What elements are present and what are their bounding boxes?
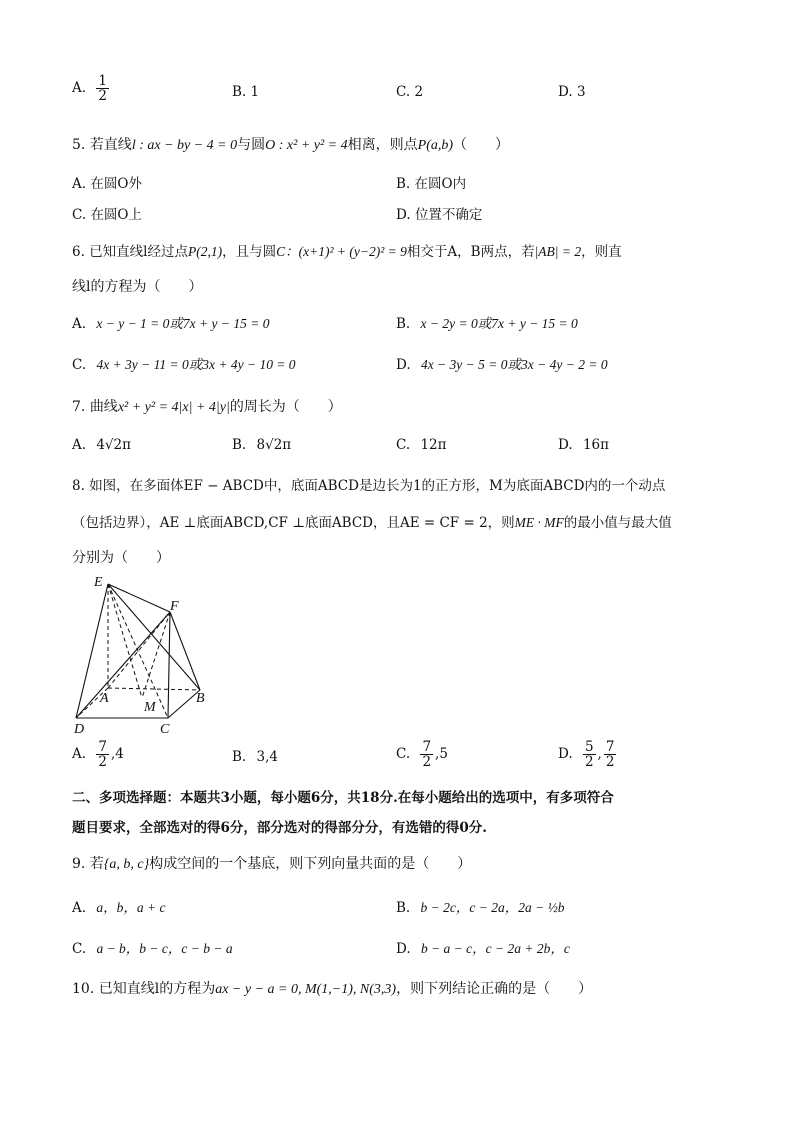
option-text: 2 — [414, 84, 424, 100]
label-D: D — [74, 722, 85, 737]
edge-EF — [108, 584, 170, 612]
stem-text: 相离，则点 — [347, 137, 418, 153]
option-label: C. — [72, 357, 87, 373]
option-text: 12π — [420, 437, 447, 453]
q6-stem — [72, 240, 622, 260]
stem-text: 相交于A，B两点，若 — [406, 244, 535, 260]
label-M: M — [144, 700, 156, 715]
edge-DF — [76, 612, 170, 718]
q8-option-a — [72, 740, 124, 769]
q9-option-d — [396, 937, 570, 957]
stem-text: 构成空间的一个基底，则下列向量共面的是（ ） — [149, 856, 472, 872]
option-label: D. — [558, 84, 573, 100]
fraction — [604, 740, 617, 769]
fraction — [96, 74, 109, 103]
stem-text: 分别为（ ） — [72, 550, 170, 566]
q8-option-c — [396, 740, 448, 769]
option-text: a − b，b − c，c − b − a — [96, 941, 233, 956]
q9-option-c — [72, 937, 233, 957]
fraction-denominator: 2 — [98, 754, 107, 771]
q9-option-b — [396, 896, 564, 916]
option-text: 在圆O上 — [90, 207, 143, 223]
q6-option-d — [396, 353, 608, 373]
q9-stem — [72, 853, 471, 873]
q7-option-d — [558, 437, 609, 453]
stem-text: ，则下列结论正确的是（ ） — [396, 981, 593, 997]
option-text: 8√2π — [256, 437, 292, 453]
q4-option-b — [232, 84, 259, 100]
option-label: A. — [72, 746, 87, 763]
option-suffix: ,4 — [110, 746, 124, 763]
q5-stem — [72, 134, 509, 154]
math-vector-set: {a, b, c} — [103, 857, 150, 872]
edge-AF — [108, 612, 170, 688]
option-text: 16π — [582, 437, 609, 453]
question-number: 10. — [72, 981, 95, 997]
edge-EC — [108, 584, 168, 718]
q6-option-a — [72, 312, 269, 332]
fraction-denominator: 2 — [584, 754, 594, 771]
option-label: A. — [72, 176, 87, 192]
fraction-denominator: 2 — [98, 88, 107, 105]
math-circle-equation: C：(x+1)² + (y−2)² = 9 — [276, 244, 407, 259]
q6-stem-line2 — [72, 276, 202, 296]
question-number: 9. — [72, 856, 86, 872]
option-label: D. — [558, 437, 573, 453]
q6-option-b — [396, 312, 578, 332]
label-E: E — [94, 575, 103, 590]
section-text: 二、多项选择题：本题共3小题，每小题6分，共18分.在每小题给出的选项中，有多项符合 — [72, 790, 614, 806]
q8-stem-line2 — [72, 511, 672, 531]
section-text: 题目要求，全部选对的得6分，部分选对的得部分分，有选错的得0分. — [72, 820, 487, 836]
label-B: B — [196, 691, 205, 706]
option-label: B. — [232, 84, 247, 100]
option-label: D. — [396, 357, 411, 373]
q7-option-a — [72, 437, 131, 453]
edge-FC — [168, 612, 170, 718]
stem-text: 曲线 — [89, 399, 118, 415]
option-label: B. — [396, 900, 411, 916]
q8-stem-line3 — [72, 547, 170, 567]
stem-text: （ ） — [453, 137, 510, 153]
fraction — [96, 740, 109, 769]
stem-text: 的最小值与最大值 — [563, 515, 672, 531]
question-number: 7. — [72, 399, 86, 415]
stem-text: 线l的方程为（ ） — [72, 279, 203, 295]
q5-option-c — [72, 203, 142, 223]
q9-option-a — [72, 896, 165, 916]
question-number: 8. — [72, 478, 85, 494]
q8-stem-line1 — [72, 474, 665, 494]
option-label: D. — [396, 941, 411, 957]
option-text: 1 — [250, 84, 260, 100]
q8-option-b — [232, 749, 278, 765]
option-text: 3,4 — [256, 749, 278, 765]
fraction-numerator: 7 — [98, 739, 107, 755]
option-label: C. — [396, 746, 411, 763]
option-text: 4x − 3y − 5 = 0或3x − 4y − 2 = 0 — [420, 357, 608, 372]
option-label: C. — [72, 941, 87, 957]
q6-option-c — [72, 353, 296, 373]
math-dot-product: ME · MF — [514, 515, 564, 530]
label-A: A — [100, 691, 109, 706]
option-label: A. — [72, 80, 87, 97]
edge-FB — [170, 612, 200, 690]
q7-option-b — [232, 437, 291, 453]
edge-AB — [108, 688, 200, 690]
q4-option-c — [396, 84, 423, 100]
option-label: C. — [396, 437, 411, 453]
math-line-equation: l : ax − by − 4 = 0 — [131, 138, 238, 153]
stem-text: 若直线 — [89, 137, 132, 153]
stem-text: 与圆 — [237, 137, 266, 153]
q7-stem — [72, 396, 342, 416]
option-text: x − 2y = 0或7x + y − 15 = 0 — [420, 316, 578, 331]
fraction-numerator: 7 — [422, 739, 432, 755]
option-text: b − a − c，c − 2a + 2b，c — [420, 941, 570, 956]
option-text: 位置不确定 — [414, 207, 483, 223]
stem-text: （包括边界），AE ⊥底面ABCD,CF ⊥底面ABCD，且AE = CF = 2，则 — [72, 515, 515, 531]
math-curve-equation: x² + y² = 4|x| + 4|y| — [117, 400, 230, 415]
stem-text: 若 — [89, 856, 104, 872]
question-number: 6. — [72, 244, 85, 260]
option-label: D. — [396, 207, 411, 223]
q8-option-d — [558, 740, 618, 769]
label-F: F — [170, 599, 179, 614]
option-label: B. — [232, 437, 247, 453]
fraction — [420, 740, 433, 769]
polyhedron-figure — [66, 570, 226, 738]
fraction-denominator: 2 — [605, 754, 615, 771]
q4-option-d — [558, 84, 586, 100]
fraction — [583, 740, 596, 769]
math-chord-length: |AB| = 2 — [534, 244, 582, 259]
edge-EM — [108, 584, 142, 698]
option-text: 4√2π — [96, 437, 131, 453]
stem-text: ，则直 — [581, 244, 622, 260]
q4-option-a — [72, 74, 111, 103]
edge-EB — [108, 584, 200, 690]
stem-text: 如图，在多面体EF − ABCD中，底面ABCD是边长为1的正方形，M为底面ABCD内的一个动点 — [89, 478, 666, 494]
option-text: 在圆O内 — [414, 176, 467, 192]
option-text: 3 — [576, 84, 586, 100]
section-header-line1 — [72, 786, 614, 806]
stem-text: ，且与圆 — [222, 244, 277, 260]
option-text: 4x + 3y − 11 = 0或3x + 4y − 10 = 0 — [96, 357, 296, 372]
option-label: A. — [72, 900, 87, 916]
fraction-numerator: 1 — [98, 73, 107, 89]
math-point: P(2,1) — [188, 244, 223, 259]
option-text: 在圆O外 — [90, 176, 142, 192]
math-circle-equation: O : x² + y² = 4 — [265, 138, 348, 153]
option-label: B. — [396, 316, 411, 332]
q10-stem — [72, 978, 592, 998]
option-label: A. — [72, 316, 87, 332]
option-label: B. — [232, 749, 247, 765]
option-label: D. — [558, 746, 573, 763]
option-separator: , — [597, 746, 602, 763]
fraction-numerator: 7 — [605, 739, 615, 755]
q5-option-b — [396, 172, 466, 192]
q7-option-c — [396, 437, 447, 453]
fraction-denominator: 2 — [422, 754, 432, 771]
stem-text: 已知直线l经过点 — [89, 244, 189, 260]
option-label: B. — [396, 176, 411, 192]
stem-text: 已知直线l的方程为 — [98, 981, 216, 997]
label-C: C — [160, 722, 170, 737]
option-label: A. — [72, 437, 87, 453]
math-point: P(a,b) — [417, 138, 454, 153]
section-header-line2 — [72, 816, 487, 836]
option-label: C. — [72, 207, 87, 223]
fraction-numerator: 5 — [584, 739, 594, 755]
option-text: x − y − 1 = 0或7x + y − 15 = 0 — [96, 316, 270, 331]
question-number: 5. — [72, 137, 86, 153]
option-text: a，b，a + c — [96, 900, 166, 915]
q5-option-d — [396, 203, 482, 223]
edge-FM — [142, 612, 170, 698]
q5-option-a — [72, 172, 142, 192]
option-suffix: ,5 — [435, 746, 448, 763]
option-label: C. — [396, 84, 411, 100]
math-line-equation: ax − y − a = 0, M(1,−1), N(3,3) — [215, 982, 397, 997]
option-text: b − 2c，c − 2a，2a − ½b — [420, 900, 565, 915]
stem-text: 的周长为（ ） — [229, 399, 342, 415]
